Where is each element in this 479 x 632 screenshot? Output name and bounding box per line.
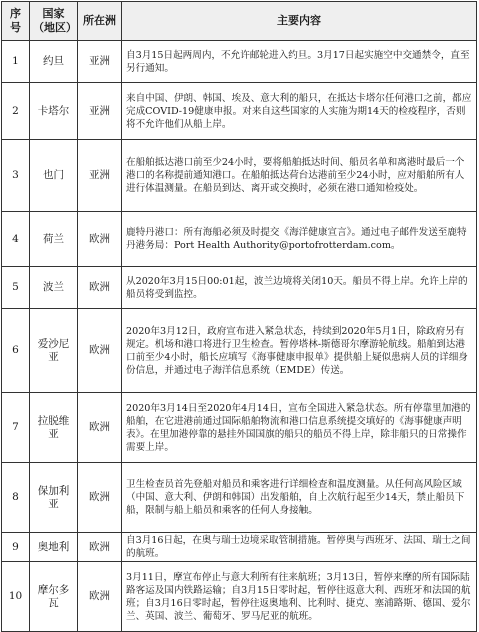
table-row bbox=[2, 463, 477, 533]
row-country: 荷兰 bbox=[30, 212, 78, 267]
row-no: 9 bbox=[2, 533, 30, 562]
row-no: 5 bbox=[2, 267, 30, 309]
row-country: 拉脱维亚 bbox=[30, 393, 78, 463]
row-no: 10 bbox=[2, 562, 30, 632]
header-country: 国家（地区） bbox=[30, 2, 78, 41]
row-continent: 亚洲 bbox=[78, 41, 122, 83]
table-row bbox=[2, 533, 477, 562]
table-row bbox=[2, 83, 477, 140]
row-content: 2020年3月12日，政府宣布进入紧急状态，持续到2020年5月1日，除政府另有规定。机场和港口将进行卫生检查。暂停塔林-斯德哥尔摩游轮航线。船舶到达港口前至少4小时，船长应填写《海事健康申报单》提供船上疑似患病人员的详细身份信息，并通过电子海洋信息系统（EMDE）传送。 bbox=[122, 309, 477, 393]
header-continent: 所在洲 bbox=[78, 2, 122, 41]
row-content: 鹿特丹港口：所有海船必须及时提交《海洋健康宣言》。通过电子邮件发送至鹿特丹港务局：Port Health Authority@portofrotterdam.com。 bbox=[122, 212, 477, 267]
row-no: 1 bbox=[2, 41, 30, 83]
row-continent: 欧洲 bbox=[78, 212, 122, 267]
table-row bbox=[2, 562, 477, 632]
row-continent: 欧洲 bbox=[78, 533, 122, 562]
table-row bbox=[2, 267, 477, 309]
row-content: 从2020年3月15日00:01起，波兰边境将关闭10天。船员不得上岸。允许上岸的船员将受到监控。 bbox=[122, 267, 477, 309]
row-continent: 欧洲 bbox=[78, 309, 122, 393]
row-no: 7 bbox=[2, 393, 30, 463]
row-continent: 欧洲 bbox=[78, 562, 122, 632]
row-country: 奥地利 bbox=[30, 533, 78, 562]
row-country: 爱沙尼亚 bbox=[30, 309, 78, 393]
row-no: 4 bbox=[2, 212, 30, 267]
row-country: 保加利亚 bbox=[30, 463, 78, 533]
table-row bbox=[2, 309, 477, 393]
row-country: 也门 bbox=[30, 140, 78, 212]
row-country: 卡塔尔 bbox=[30, 83, 78, 140]
row-content: 在船舶抵达港口前至少24小时，要将船舶抵达时间、船员名单和离港时最后一个港口的名称提前通知港口。在船舶抵达荷台达港前至少24小时，应对船舶所有人进行体温测量。在船员到达、离开或交换时，必须在港口通知检疫处。 bbox=[122, 140, 477, 212]
row-content: 自3月15日起两周内，不允许邮轮进入约旦。3月17日起实施空中交通禁令，直至另行通知。 bbox=[122, 41, 477, 83]
row-content: 卫生检查员首先登船对船员和乘客进行详细检查和温度测量。从任何高风险区域（中国、意大利、伊朗和韩国）出发船舶，自上次航行起至少14天，禁止船员下船，限制与船上船员和乘客的任何人身接触。 bbox=[122, 463, 477, 533]
row-continent: 欧洲 bbox=[78, 393, 122, 463]
table-row bbox=[2, 41, 477, 83]
header-row bbox=[2, 2, 477, 41]
table-row bbox=[2, 393, 477, 463]
row-content: 2020年3月14日至2020年4月14日，宣布全国进入紧急状态。所有停靠里加港的船舶，在它进港前通过国际船舶物流和港口信息系统提交填好的《海事健康声明表》。在里加港停靠的悬挂外国国旗的船只的船员不得上岸，除非船只的日常操作需要上岸。 bbox=[122, 393, 477, 463]
row-no: 8 bbox=[2, 463, 30, 533]
row-continent: 欧洲 bbox=[78, 267, 122, 309]
row-country: 摩尔多瓦 bbox=[30, 562, 78, 632]
row-country: 约旦 bbox=[30, 41, 78, 83]
row-continent: 亚洲 bbox=[78, 140, 122, 212]
row-no: 3 bbox=[2, 140, 30, 212]
row-no: 6 bbox=[2, 309, 30, 393]
row-country: 波兰 bbox=[30, 267, 78, 309]
row-continent: 欧洲 bbox=[78, 463, 122, 533]
table-row bbox=[2, 140, 477, 212]
row-continent: 亚洲 bbox=[78, 83, 122, 140]
row-no: 2 bbox=[2, 83, 30, 140]
row-content: 自3月16日起，在奥与瑞士边境采取管制措施。暂停奥与西班牙、法国、瑞士之间的航班。 bbox=[122, 533, 477, 562]
row-content: 3月11日，摩宣布停止与意大利所有往来航班；3月13日，暂停来摩的所有国际陆路客运及国内铁路运输；自3月15日零时起，暂停往返意大利、西班牙和法国的航班；自3月16日零时起，暂停往返奥地利、比利时、捷克、塞浦路斯、德国、爱尔兰、英国、波兰、葡萄牙、罗马尼亚的航班。 bbox=[122, 562, 477, 632]
measures-table bbox=[1, 1, 477, 632]
table-row bbox=[2, 212, 477, 267]
header-content: 主要内容 bbox=[122, 2, 477, 41]
row-content: 来自中国、伊朗、韩国、埃及、意大利的船只，在抵达卡塔尔任何港口之前，都应完成COVID-19健康申报。对来自这些国家的人实施为期14天的检疫程序，否则将不允许他们从船上岸。 bbox=[122, 83, 477, 140]
header-no: 序号 bbox=[2, 2, 30, 41]
